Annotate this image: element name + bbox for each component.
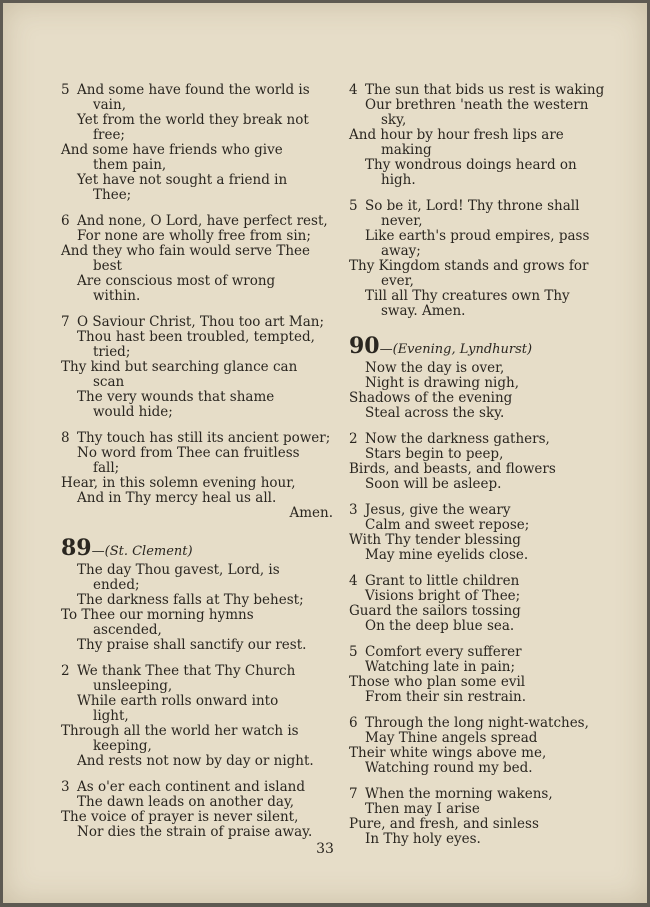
stanza [61,563,333,653]
verse-line [61,578,333,593]
line-text: sway. Amen. [381,303,466,319]
line-text: high. [381,172,416,188]
line-text: May Thine angels spread [365,730,538,746]
verse-line [61,461,333,476]
line-text: vain, [93,97,126,113]
line-text: Thy touch has still its ancient power; [77,430,331,446]
line-text: To Thee our morning hymns [61,607,254,623]
verse-line [349,83,617,98]
line-text: Like earth's proud empires, pass [365,228,590,244]
line-text: And hour by hour fresh lips are [349,127,564,143]
line-text: Now the day is over, [365,360,505,376]
verse-line [349,391,617,406]
stanza-number: 2 [349,431,358,447]
line-text: unsleeping, [93,678,173,694]
amen-line [61,506,333,521]
verse-line [61,315,333,330]
right-column [349,83,617,858]
stanza [349,645,617,705]
line-text: On the deep blue sea. [365,618,515,634]
verse-line [349,432,617,447]
verse-line [61,143,333,158]
line-text: tried; [93,344,131,360]
verse-line [61,229,333,244]
line-text: Comfort every sufferer [365,644,522,660]
line-text: them pain, [93,157,167,173]
line-text: making [381,142,432,158]
hymn-dash: — [91,544,105,559]
verse-line [61,360,333,375]
verse-line [349,731,617,746]
line-text: Thy kind but searching glance can [61,359,298,375]
verse-line [349,645,617,660]
line-text: And none, O Lord, have perfect rest, [77,213,328,229]
verse-line [61,608,333,623]
line-text: Stars begin to peep, [365,446,504,462]
line-text: would hide; [93,404,173,420]
verse-line [61,128,333,143]
line-text: Steal across the sky. [365,405,505,421]
verse-line [61,593,333,608]
verse-line [349,533,617,548]
verse-line [61,390,333,405]
verse-line [61,158,333,173]
line-text: Through all the world her watch is [61,723,299,739]
stanza-number: 4 [349,82,358,98]
line-text: The sun that bids us rest is waking [365,82,605,98]
stanza [61,315,333,420]
line-text: away; [381,243,421,259]
line-text: fall; [93,460,120,476]
stanza [349,361,617,421]
verse-line [61,476,333,491]
verse-line [349,361,617,376]
verse-line [349,518,617,533]
line-text: Amen. [289,505,333,521]
verse-line [349,574,617,589]
left-column [61,83,333,851]
verse-line [61,795,333,810]
line-text: As o'er each continent and island [77,779,305,795]
line-text: Then may I arise [365,801,480,817]
verse-line [349,98,617,113]
line-text: O Saviour Christ, Thou too art Man; [77,314,325,330]
stanza-number: 6 [349,715,358,731]
line-text: May mine eyelids close. [365,547,529,563]
verse-line [349,746,617,761]
verse-line [349,604,617,619]
stanza [349,503,617,563]
stanza-number: 3 [349,502,358,518]
verse-line [349,406,617,421]
line-text: ascended, [93,622,162,638]
verse-line [61,810,333,825]
hymn-number: 90 [349,333,380,359]
verse-line [349,817,617,832]
line-text: light, [93,708,129,724]
stanza [61,780,333,840]
verse-line [61,724,333,739]
line-text: Through the long night-watches, [365,715,589,731]
stanza [349,199,617,319]
stanza [61,214,333,304]
stanza [349,716,617,776]
line-text: Watching round my bed. [365,760,533,776]
verse-line [349,462,617,477]
verse-line [61,244,333,259]
line-text: Now the darkness gathers, [365,431,550,447]
verse-line [349,274,617,289]
line-text: Nor dies the strain of praise away. [77,824,313,840]
line-text: When the morning wakens, [365,786,553,802]
line-text: Till all Thy creatures own Thy [365,288,570,304]
stanza-number: 5 [349,644,358,660]
verse-line [349,675,617,690]
line-text: For none are wholly free from sin; [77,228,311,244]
verse-line [61,431,333,446]
line-text: And some have friends who give [61,142,283,158]
line-text: So be it, Lord! Thy throne shall [365,198,580,214]
verse-line [61,259,333,274]
page-number: 33 [316,841,334,857]
verse-line [61,638,333,653]
line-text: The day Thou gavest, Lord, is [77,562,280,578]
line-text: Thy wondrous doings heard on [365,157,577,173]
verse-line [61,694,333,709]
verse-line [349,548,617,563]
stanza [61,83,333,203]
verse-line [349,503,617,518]
verse-line [61,375,333,390]
verse-line [349,477,617,492]
verse-line [61,274,333,289]
verse-line [349,660,617,675]
line-text: never, [381,213,423,229]
stanza-number: 6 [61,213,70,229]
line-text: While earth rolls onward into [77,693,279,709]
verse-line [61,289,333,304]
line-text: Thou hast been troubled, tempted, [77,329,315,345]
verse-line [61,83,333,98]
line-text: And some have found the world is [77,82,310,98]
verse-line [61,664,333,679]
stanza [61,431,333,521]
line-text: The darkness falls at Thy behest; [77,592,304,608]
line-text: ever, [381,273,414,289]
verse-line [61,563,333,578]
line-text: Watching late in pain; [365,659,516,675]
verse-line [61,754,333,769]
verse-line [61,113,333,128]
verse-line [349,289,617,304]
stanza-number: 7 [61,314,70,330]
line-text: And they who fain would serve Thee [61,243,311,259]
line-text: No word from Thee can fruitless [77,445,300,461]
hymn-heading [349,333,617,359]
line-text: free; [93,127,125,143]
verse-line [61,709,333,724]
verse-line [349,761,617,776]
line-text: Thee; [93,187,132,203]
verse-line [349,787,617,802]
stanza [349,787,617,847]
verse-line [349,589,617,604]
line-text: Their white wings above me, [349,745,547,761]
stanza [349,83,617,188]
stanza-number: 8 [61,430,70,446]
line-text: Are conscious most of wrong [77,273,276,289]
stanza [349,432,617,492]
line-text: ended; [93,577,140,593]
line-text: Birds, and beasts, and flowers [349,461,556,477]
hymn-number: 89 [61,535,92,561]
verse-line [61,739,333,754]
line-text: The dawn leads on another day, [77,794,295,810]
stanza-number: 7 [349,786,358,802]
line-text: Calm and sweet repose; [365,517,530,533]
verse-line [349,199,617,214]
line-text: Yet have not sought a friend in [77,172,288,188]
line-text: Pure, and fresh, and sinless [349,816,539,832]
verse-line [349,128,617,143]
line-text: Jesus, give the weary [365,502,511,518]
verse-line [349,158,617,173]
verse-line [61,98,333,113]
stanza [61,664,333,769]
verse-line [61,623,333,638]
line-text: keeping, [93,738,152,754]
line-text: Shadows of the evening [349,390,513,406]
line-text: Night is drawing nigh, [365,375,520,391]
verse-line [349,259,617,274]
line-text: scan [93,374,125,390]
verse-line [349,716,617,731]
verse-line [61,679,333,694]
line-text: Thy Kingdom stands and grows for [349,258,589,274]
hymn-tune-name: (Evening, Lyndhurst) [392,342,533,357]
hymnal-page [3,3,647,903]
verse-line [349,447,617,462]
verse-line [61,330,333,345]
verse-line [349,619,617,634]
line-text: The very wounds that shame [77,389,275,405]
line-text: Guard the sailors tossing [349,603,521,619]
line-text: Grant to little children [365,573,520,589]
line-text: And rests not now by day or night. [77,753,314,769]
line-text: Hear, in this solemn evening hour, [61,475,296,491]
verse-line [61,446,333,461]
verse-line [61,345,333,360]
stanza [349,574,617,634]
verse-line [61,173,333,188]
verse-line [349,113,617,128]
hymn-heading [61,535,333,561]
stanza-number: 4 [349,573,358,589]
verse-line [349,229,617,244]
verse-line [349,802,617,817]
line-text: Visions bright of Thee; [365,588,521,604]
stanza-number: 3 [61,779,70,795]
verse-line [61,491,333,506]
line-text: Our brethren 'neath the western [365,97,589,113]
verse-line [349,173,617,188]
verse-line [61,188,333,203]
hymn-tune-name: (St. Clement) [104,544,193,559]
verse-line [349,690,617,705]
line-text: Soon will be asleep. [365,476,502,492]
line-text: And in Thy mercy heal us all. [77,490,277,506]
line-text: sky, [381,112,407,128]
line-text: In Thy holy eyes. [365,831,481,847]
line-text: Thy praise shall sanctify our rest. [77,637,307,653]
stanza-number: 2 [61,663,70,679]
verse-line [349,376,617,391]
line-text: best [93,258,122,274]
line-text: Yet from the world they break not [77,112,309,128]
line-text: Those who plan some evil [349,674,526,690]
verse-line [349,143,617,158]
stanza-number: 5 [349,198,358,214]
verse-line [349,214,617,229]
verse-line [61,405,333,420]
line-text: We thank Thee that Thy Church [77,663,296,679]
line-text: From their sin restrain. [365,689,527,705]
line-text: within. [93,288,141,304]
line-text: With Thy tender blessing [349,532,521,548]
verse-line [349,304,617,319]
verse-line [349,244,617,259]
stanza-number: 5 [61,82,70,98]
line-text: The voice of prayer is never silent, [61,809,299,825]
verse-line [61,780,333,795]
verse-line [61,825,333,840]
hymn-dash: — [379,342,393,357]
verse-line [61,214,333,229]
